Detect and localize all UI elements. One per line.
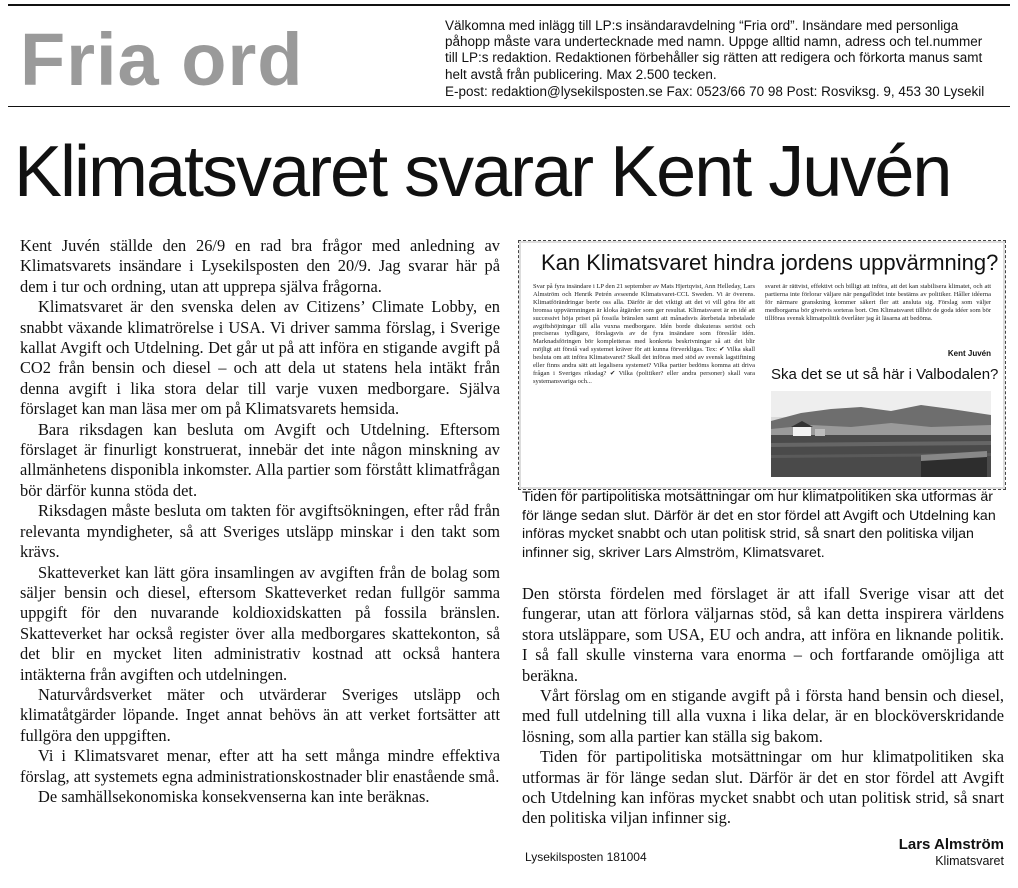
section-rule xyxy=(8,106,1010,107)
article-paragraph: Vi i Klimatsvaret menar, efter att ha sett många mindre effektiva förslag, att systemets egna administrationskostnader blir enastående små. xyxy=(20,746,500,786)
author-name: Lars Almström xyxy=(898,836,1004,853)
photo-caption: Tiden för partipolitiska motsättningar om hur klimatpolitiken ska utformas är för länge sedan slut. Därför är det en stor fördel att Avgift och Utdelning kan införas mycket snabbt och utan politisk strid, så snart den politiska viljan infinner sig, skriver Lars Almström, Klimatsvaret. xyxy=(522,489,996,561)
harbor-photo xyxy=(771,391,991,477)
inset-subheadline: Ska det se ut så här i Valbodalen? xyxy=(771,366,999,383)
harbor-photo-graphic xyxy=(771,391,991,477)
inset-headline: Kan Klimatsvaret hindra jordens uppvärmning? xyxy=(541,250,999,275)
author-organization: Klimatsvaret xyxy=(935,854,1004,868)
article-right-column xyxy=(522,584,1004,829)
article-paragraph: Riksdagen måste besluta om takten för avgiftsökningen, efter råd från relevanta myndigheter, så att Sveriges utsläpp minskar i den takt som krävs. xyxy=(20,501,500,562)
article-headline: Klimatsvaret svarar Kent Juvén xyxy=(14,132,951,212)
article-paragraph: Skatteverket kan lätt göra insamlingen av avgiften från de bolag som säljer bensin och diesel, eftersom Skatteverket redan fullgör samma uppgift för den nuvarande koldioxidskatten på fossila bränslen. Skatteverket har också register över alla medborgares skattekonton, så det blir en mycket liten administrativ kostnad att också hantera intäkterna från avgiften och utdelningen. xyxy=(20,562,500,684)
article-paragraph: Vårt förslag om en stigande avgift på i första hand bensin och diesel, med full utdelning till alla vuxna i lika delar, är en blocköverskridande lösning, som alla partier kan ställa sig bakom. xyxy=(522,686,1004,746)
inset-signature: Kent Juvén xyxy=(947,349,991,358)
article-paragraph: Naturvårdsverket mäter och utvärderar Sveriges utsläpp och klimatåtgärder löpande. Inget annat behövs än att verket fortsätter att fullgöra den uppgiften. xyxy=(20,684,500,745)
inset-text-left: Svar på fyra insändare i LP den 21 september av Mats Hjertqvist, Ann Helleday, Lars Almström och Henrik Petrén avseende Klimatsvaret-CCL Sweden. Vi är överens. Klimatförändringar berör oss alla. Därför är det viktigt att det vi vill göra för att bromsa uppvärmningen är kloka åtgärder som ger resultat. Klimatsvaret är en idé att successivt höja priset på fossila bränslen samt att månadsvis återbetala inbetalade avgiftshöjningar till alla vuxna medborgare. Idén borde diskuteras seriöst och preciseras tydligare, förslagsvis av de fyra insändare som föreslår idén. Marknadsföringen bör kompletteras med konkreta beskrivningar så att det blir möjligt att förstå vad systemet kräver för att kunna förverkligas. Tex: ✔ Vilka skall besluta om att införa Klimatsvaret? Skall det införas med stöd av svensk lagstiftning eller finns andra sätt att legalisera systemet? Vilka partier bedöms komma att driva frågan i Sveriges riksdag? ✔ Vilka (politiker? eller andra personer) skall vara systemansvariga och... xyxy=(533,283,755,385)
article-paragraph: Bara riksdagen kan besluta om Avgift och Utdelning. Eftersom förslaget är finurligt konstruerat, innebär det inte någon minskning av allmänhetens disponibla inkomster. Alla partier som förstått klimatfrågan bör därför kunna stöda det. xyxy=(20,419,500,500)
inset-text-right: svaret är rättvist, effektivt och billigt att införa, att det kan stabilisera klimatet, och att partierna inte förlorar väljare när pengaflödet inte bestäms av politiker. Håller idéerna för närmare granskning kommer säkert fler att ansluta sig. Förslag som väljer medborgarna bör givetvis sorteras bort. Om Klimatsvaret tillhör de goda idéer som bör tillföras svensk klimatpolitik överlåter jag åt läsarna att bedöma. xyxy=(765,283,991,322)
source-line: Lysekilsposten 181004 xyxy=(525,850,647,864)
clipping-inset xyxy=(518,240,1006,490)
article-paragraph: De samhällsekonomiska konsekvenserna kan inte beräknas. xyxy=(38,786,430,806)
intro-line: helt avstå från publicering. Max 2.500 tecken. xyxy=(445,66,717,82)
article-paragraph: Kent Juvén ställde den 26/9 en rad bra frågor med anledning av Klimatsvarets insändare i Lysekilsposten den 20/9. Jag svarar här på dem i tur och ordning, utan att upprepa själva frågorna. xyxy=(20,236,500,296)
article-left-column xyxy=(20,236,500,807)
section-title: Fria ord xyxy=(20,18,304,101)
article-paragraph: Den största fördelen med förslaget är att ifall Sverige visar att det fungerar, utan att förlora väljarnas stöd, så kan detta inspirera världens stora utsläppare, som USA, EU och andra, att införa en liknande politik. I så fall skulle vinsterna vara enorma – och fortfarande omöjliga att beräkna. xyxy=(522,584,1004,685)
article-paragraph: Klimatsvaret är den svenska delen av Citizens’ Climate Lobby, en snabbt växande klimatrörelse i USA. Vi driver samma förslag, i Sverige kallat Avgift och Utdelning. Det går ut på att införa en stigande avgift på CO2 från bensin och diesel – och att dela ut statens hela intäkt från denna avgift i lika stora delar till varje vuxen medborgare. Själva förslaget kan man läsa mer om på Klimatsvarets hemsida. xyxy=(20,297,500,419)
intro-line: Välkomna med inlägg till LP:s insändaravdelning “Fria ord”. Insändare med personliga xyxy=(445,18,959,33)
section-intro xyxy=(445,18,1003,100)
top-rule xyxy=(8,4,1010,6)
intro-line: påhopp måste vara undertecknade med namn. Uppge alltid namn, adress och tel.nummer xyxy=(445,34,983,50)
contact-line: E-post: redaktion@lysekilsposten.se Fax: 0523/66 70 98 Post: Rosviksg. 9, 453 30 Lysekil xyxy=(445,83,985,99)
intro-line: till LP:s redaktion. Redaktionen förbehåller sig rätten att redigera och förkorta manus samt xyxy=(445,50,983,66)
article-paragraph: Tiden för partipolitiska motsättningar om hur klimatpolitiken ska utformas är för länge sedan slut. Därför är det en stor fördel att Avgift och Utdelning kan införas mycket snabbt och utan politisk strid, så snart den politiska viljan infinner sig. xyxy=(522,747,1004,828)
